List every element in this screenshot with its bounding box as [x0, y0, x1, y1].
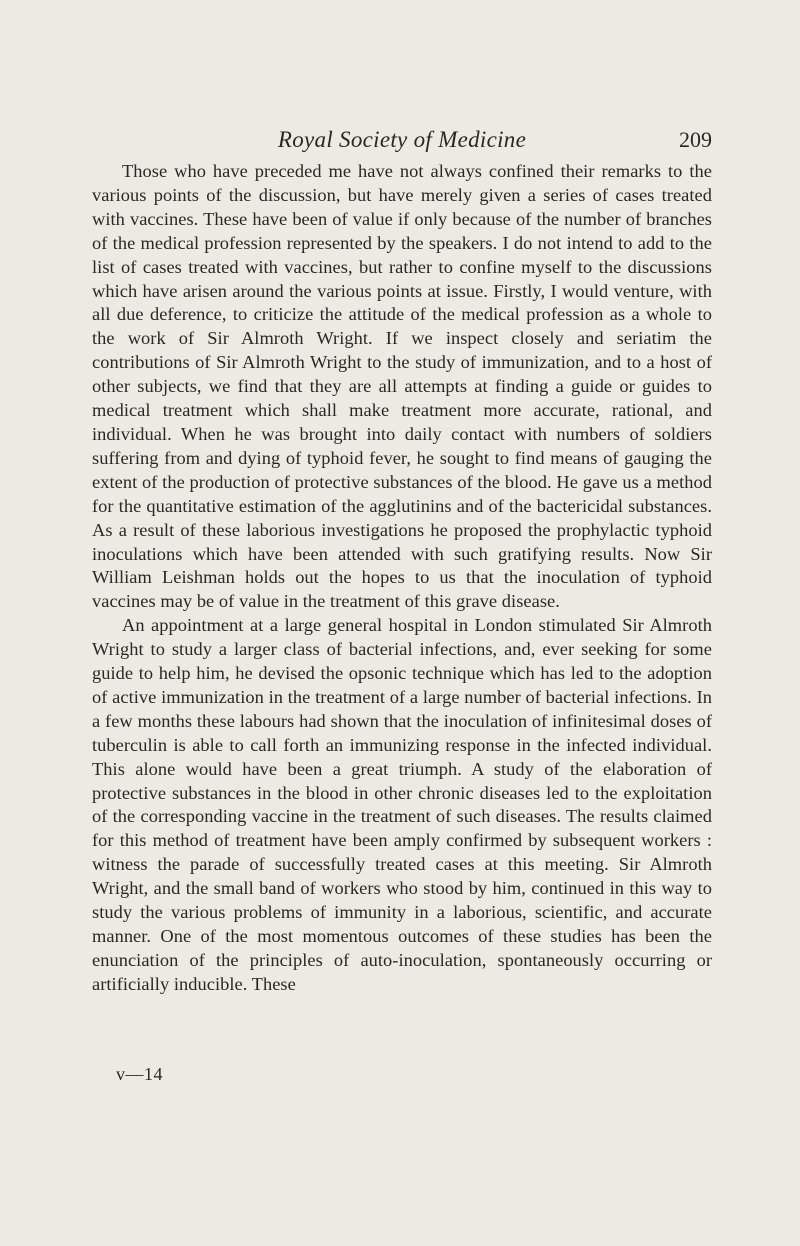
- running-title: Royal Society of Medicine: [277, 127, 527, 152]
- running-head: [92, 127, 712, 157]
- printer-signature-mark: v—14: [116, 1064, 163, 1084]
- body-text: [92, 160, 712, 997]
- page-number: 209: [679, 127, 712, 152]
- paragraph: Those who have preceded me have not always confined their remarks to the various points of the discussion, but have merely given a series of cases treated with vaccines. These have been of value if only because of the number of branches of the medical profession represented by the speakers. I do not intend to add to the list of cases treated with vaccines, but rather to confine myself to the discussions which have arisen around the various points at issue. Firstly, I would venture, with all due deference, to criticize the attitude of the medical profession as a whole to the work of Sir Almroth Wright. If we inspect closely and seriatim the contributions of Sir Almroth Wright to the study of immunization, and to a host of other subjects, we find that they are all attempts at finding a guide or guides to medical treatment which shall make treatment more accurate, rational, and individual. When he was brought into daily contact with numbers of soldiers suffering from and dying of typhoid fever, he sought to find means of gauging the extent of the production of protective substances of the blood. He gave us a method for the quantitative estimation of the agglutinins and of the bactericidal substances. As a result of these laborious investigations he proposed the prophylactic typhoid inoculations which have been attended with such gratifying results. Now Sir William Leishman holds out the hopes to us that the inoculation of typhoid vaccines may be of value in the treatment of this grave disease.: [92, 161, 712, 612]
- paragraph: An appointment at a large general hospital in London stimulated Sir Almroth Wright to study a larger class of bacterial infections, and, ever seeking for some guide to help him, he devised the opsonic technique which has led to the adoption of active immunization in the treatment of a large number of bacterial infections. In a few months these labours had shown that the inoculation of infinitesimal doses of tuberculin is able to call forth an immunizing response in the infected individual. This alone would have been a great triumph. A study of the elaboration of protective substances in the blood in other chronic diseases led to the exploitation of the corresponding vaccine in the treatment of such diseases. The results claimed for this method of treatment have been amply confirmed by subsequent workers : witness the parade of successfully treated cases at this meeting. Sir Almroth Wright, and the small band of workers who stood by him, continued in this way to study the various problems of immunity in a laborious, scientific, and accurate manner. One of the most momentous outcomes of these studies has been the enunciation of the principles of auto-inoculation, spontaneously occurring or artificially inducible. These: [92, 615, 712, 994]
